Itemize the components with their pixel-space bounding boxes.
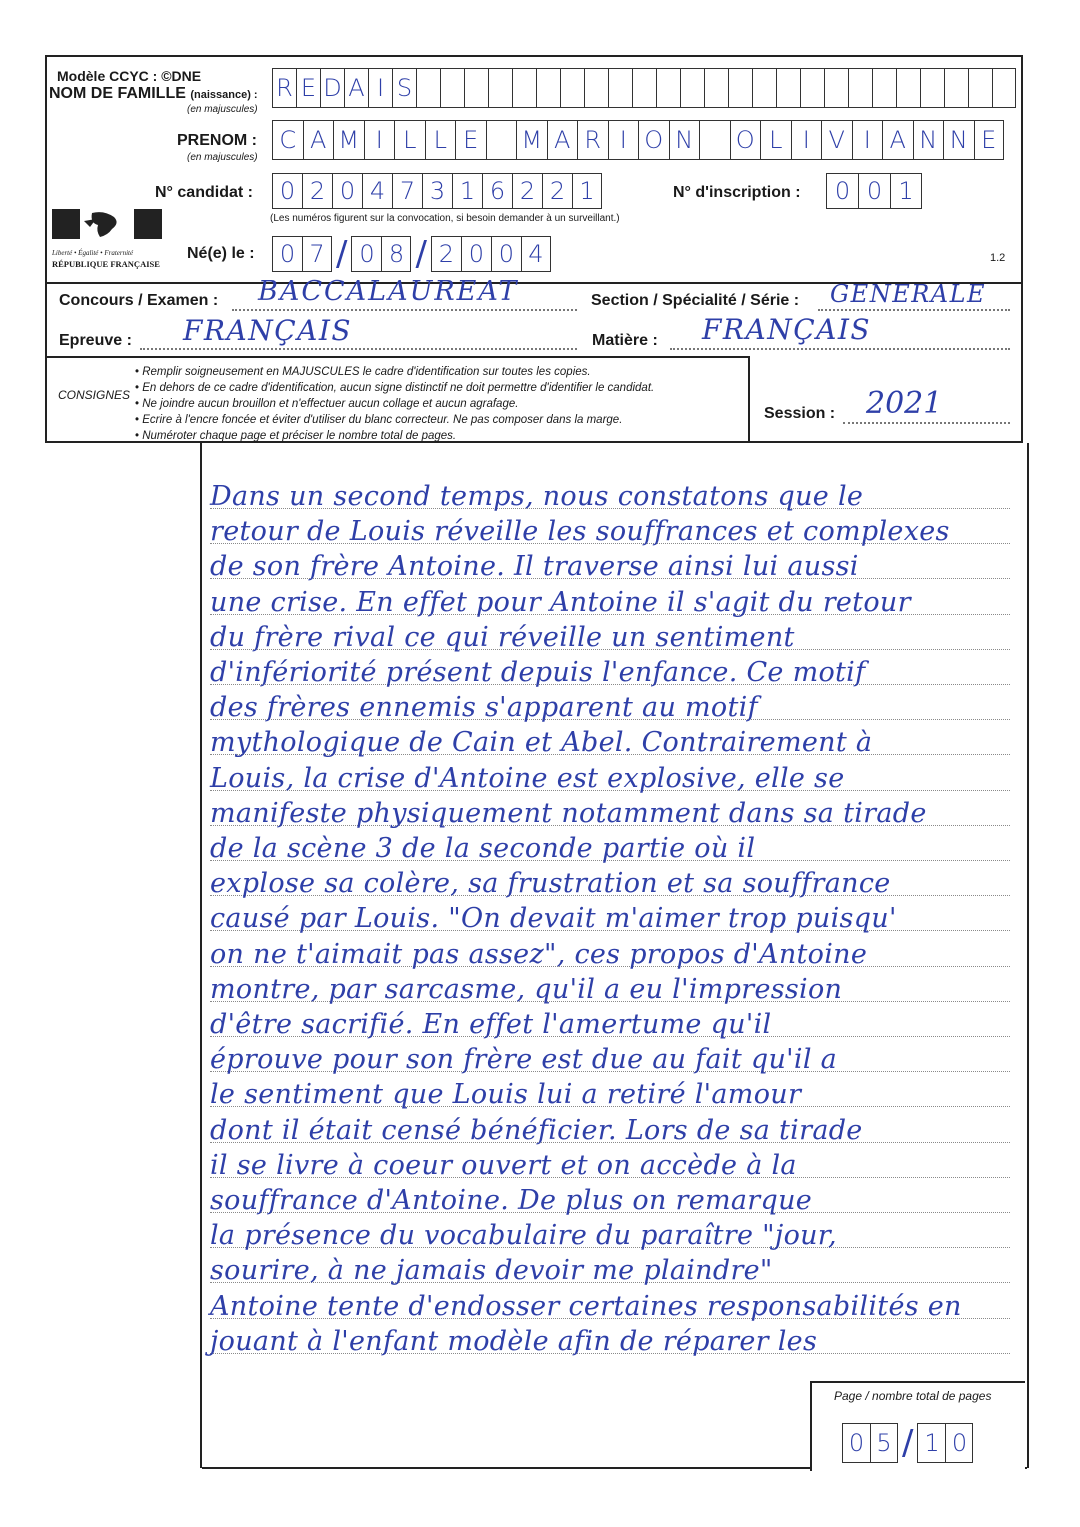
text-line bbox=[210, 756, 1010, 794]
text-line bbox=[210, 509, 1010, 548]
char-cell[interactable]: A bbox=[882, 120, 913, 160]
char-cell[interactable] bbox=[848, 68, 872, 108]
char-cell[interactable]: 0 bbox=[351, 236, 381, 272]
char-cell[interactable]: 0 bbox=[842, 1423, 870, 1463]
text-line-content: éprouve pour son frère est due au fait qu'il a bbox=[210, 1044, 838, 1076]
dotted-line bbox=[843, 422, 1010, 424]
marianne-logo bbox=[52, 207, 162, 269]
text-line bbox=[210, 1072, 1010, 1111]
dotted-line bbox=[140, 348, 577, 350]
pagination-box bbox=[810, 1381, 1025, 1471]
text-line-content: Antoine tente d'endosser certaines responsabilités en bbox=[210, 1290, 962, 1322]
inscription-label: N° d'inscription : bbox=[673, 184, 801, 201]
char-cell[interactable]: 2 bbox=[431, 236, 461, 272]
text-line bbox=[210, 615, 1010, 653]
char-cell[interactable] bbox=[488, 68, 512, 108]
text-line-content: on ne t'aimait pas assez", ces propos d'Antoine bbox=[210, 938, 868, 970]
char-cell[interactable]: I bbox=[608, 120, 639, 160]
char-cell[interactable] bbox=[656, 68, 680, 108]
text-line bbox=[210, 1319, 1010, 1357]
text-line-content: de la scène 3 de la seconde partie où il bbox=[210, 833, 756, 864]
text-line-content: la présence du vocabulaire du paraître "jour, bbox=[210, 1220, 837, 1252]
consigne-item: • Numéroter chaque page et préciser le nombre total de pages. bbox=[135, 428, 654, 444]
char-cell[interactable] bbox=[776, 68, 800, 108]
text-line bbox=[210, 896, 1010, 935]
text-line bbox=[210, 1002, 1010, 1040]
char-cell[interactable]: A bbox=[344, 68, 368, 108]
char-cell[interactable] bbox=[486, 120, 517, 160]
text-line-content: Dans un second temps, nous constatons que le bbox=[210, 481, 864, 512]
text-line-content: dont il était censé bénéficier. Lors de sa tirade bbox=[210, 1114, 863, 1146]
prenom-label: PRENOM : bbox=[177, 132, 257, 149]
matiere-label: Matière : bbox=[592, 332, 658, 349]
text-line bbox=[210, 826, 1010, 864]
char-cell[interactable]: S bbox=[392, 68, 416, 108]
consignes-list bbox=[135, 364, 654, 444]
text-line bbox=[210, 1108, 1010, 1146]
char-cell[interactable]: M bbox=[516, 120, 547, 160]
char-cell[interactable] bbox=[416, 68, 440, 108]
consigne-item: • Ne joindre aucun brouillon et n'effectuer aucun collage et aucun agrafage. bbox=[135, 396, 654, 412]
char-cell[interactable]: 3 bbox=[422, 173, 452, 209]
char-cell[interactable] bbox=[944, 68, 968, 108]
char-cell[interactable]: I bbox=[368, 68, 392, 108]
char-cell[interactable]: 0 bbox=[858, 173, 890, 209]
text-line bbox=[210, 967, 1010, 1005]
text-line-content: mythologique de Cain et Abel. Contrairement à bbox=[210, 727, 873, 759]
text-line-content: le sentiment que Louis lui a retiré l'amour bbox=[210, 1079, 802, 1111]
text-line bbox=[210, 861, 1010, 900]
char-cell[interactable]: L bbox=[394, 120, 425, 160]
text-line-content: d'être sacrifié. En effet l'amertume qu'il bbox=[210, 1009, 772, 1040]
char-cell[interactable] bbox=[872, 68, 896, 108]
text-line bbox=[210, 685, 1010, 724]
text-line-content: d'infériorité présent depuis l'enfance. Ce motif bbox=[210, 657, 866, 688]
text-line bbox=[210, 1248, 1010, 1287]
char-cell[interactable]: I bbox=[852, 120, 883, 160]
char-cell[interactable]: 0 bbox=[461, 236, 491, 272]
char-cell[interactable]: L bbox=[425, 120, 456, 160]
char-cell[interactable] bbox=[699, 120, 730, 160]
prenom-hint: (en majuscules) bbox=[187, 152, 258, 163]
char-cell[interactable] bbox=[728, 68, 752, 108]
char-cell[interactable]: 1 bbox=[917, 1423, 945, 1463]
char-cell[interactable]: 7 bbox=[302, 236, 332, 272]
text-line-content: de son frère Antoine. Il traverse ainsi lui aussi bbox=[210, 551, 859, 583]
text-line-content: des frères ennemis s'apparent au motif bbox=[210, 692, 758, 724]
char-cell[interactable]: D bbox=[320, 68, 344, 108]
char-cell[interactable] bbox=[512, 68, 536, 108]
page-number[interactable] bbox=[842, 1423, 898, 1463]
matiere-value[interactable]: FRANÇAIS bbox=[702, 313, 872, 346]
motto: Liberté • Égalité • Fraternité bbox=[52, 249, 134, 257]
char-cell[interactable]: I bbox=[364, 120, 395, 160]
char-cell[interactable]: R bbox=[272, 68, 296, 108]
char-cell[interactable]: E bbox=[974, 120, 1005, 160]
concours-value[interactable]: BACCALAUREAT bbox=[258, 276, 519, 307]
session-label: Session : bbox=[764, 405, 836, 422]
char-cell[interactable] bbox=[584, 68, 608, 108]
text-line-content: retour de Louis réveille les souffrances et complexes bbox=[210, 516, 950, 548]
char-cell[interactable]: 4 bbox=[362, 173, 392, 209]
republique-label: RÉPUBLIQUE FRANÇAISE bbox=[52, 259, 160, 269]
text-line-content: Louis, la crise d'Antoine est explosive, elle se bbox=[210, 762, 845, 794]
dob-label: Né(e) le : bbox=[187, 245, 255, 262]
char-cell[interactable]: 1 bbox=[452, 173, 482, 209]
text-line-content: explose sa colère, sa frustration et sa souffrance bbox=[210, 868, 891, 900]
char-cell[interactable]: E bbox=[296, 68, 320, 108]
char-cell[interactable]: A bbox=[303, 120, 334, 160]
char-cell[interactable] bbox=[536, 68, 560, 108]
text-line-content: sourire, à ne jamais devoir me plaindre" bbox=[210, 1255, 773, 1287]
inscription-field[interactable] bbox=[826, 173, 922, 209]
candidat-field[interactable] bbox=[272, 173, 602, 209]
char-cell[interactable]: N bbox=[913, 120, 944, 160]
text-line bbox=[210, 1143, 1010, 1181]
pagination-label: Page / nombre total de pages bbox=[834, 1389, 992, 1403]
char-cell[interactable]: 0 bbox=[272, 173, 302, 209]
dob-slash: / bbox=[415, 234, 427, 274]
char-cell[interactable] bbox=[632, 68, 656, 108]
text-line bbox=[210, 1178, 1010, 1216]
dob-field[interactable] bbox=[272, 236, 551, 272]
text-line bbox=[210, 650, 1010, 688]
session-value[interactable]: 2021 bbox=[866, 386, 943, 421]
text-line bbox=[210, 544, 1010, 583]
char-cell[interactable]: L bbox=[760, 120, 791, 160]
pagination-slash: / bbox=[902, 1423, 914, 1463]
char-cell[interactable]: 8 bbox=[381, 236, 411, 272]
version: 1.2 bbox=[990, 252, 1006, 264]
pagination-field[interactable] bbox=[842, 1423, 973, 1463]
text-line-content: il se livre à coeur ouvert et on accède à la bbox=[210, 1149, 797, 1181]
char-cell[interactable] bbox=[920, 68, 944, 108]
nom-field[interactable] bbox=[272, 68, 1016, 108]
text-line bbox=[210, 720, 1010, 759]
text-line-content: montre, par sarcasme, qu'il a eu l'impression bbox=[210, 973, 843, 1005]
char-cell[interactable]: E bbox=[455, 120, 486, 160]
dob-day[interactable] bbox=[272, 236, 332, 272]
char-cell[interactable]: 1 bbox=[572, 173, 602, 209]
text-line-content: jouant à l'enfant modèle afin de réparer les bbox=[210, 1325, 818, 1357]
char-cell[interactable]: 5 bbox=[870, 1423, 898, 1463]
text-line bbox=[210, 932, 1010, 970]
dob-month[interactable] bbox=[351, 236, 411, 272]
char-cell[interactable] bbox=[800, 68, 824, 108]
char-cell[interactable] bbox=[752, 68, 776, 108]
char-cell[interactable]: R bbox=[577, 120, 608, 160]
char-cell[interactable]: 0 bbox=[272, 236, 302, 272]
epreuve-value[interactable]: FRANÇAIS bbox=[183, 314, 353, 347]
prenom-field[interactable] bbox=[272, 120, 1004, 160]
char-cell[interactable]: 6 bbox=[482, 173, 512, 209]
char-cell[interactable] bbox=[608, 68, 632, 108]
dob-year[interactable] bbox=[431, 236, 551, 272]
char-cell[interactable] bbox=[968, 68, 992, 108]
char-cell[interactable] bbox=[896, 68, 920, 108]
text-line bbox=[210, 791, 1010, 829]
dob-slash: / bbox=[336, 234, 348, 274]
text-line bbox=[210, 1037, 1010, 1076]
char-cell[interactable]: A bbox=[547, 120, 578, 160]
char-cell[interactable] bbox=[464, 68, 488, 108]
candidat-label: N° candidat : bbox=[155, 184, 253, 201]
consigne-item: • Remplir soigneusement en MAJUSCULES le cadre d'identification sur toutes les copies. bbox=[135, 364, 654, 380]
char-cell[interactable]: 0 bbox=[826, 173, 858, 209]
char-cell[interactable] bbox=[560, 68, 584, 108]
consignes-box bbox=[45, 356, 750, 443]
char-cell[interactable]: 0 bbox=[491, 236, 521, 272]
consigne-item: • En dehors de ce cadre d'identification, aucun signe distinctif ne doit permettre d'identifier le candidat. bbox=[135, 380, 654, 396]
text-line-content: souffrance d'Antoine. De plus on remarque bbox=[210, 1185, 813, 1216]
candidat-note: (Les numéros figurent sur la convocation, si besoin demander à un surveillant.) bbox=[270, 213, 620, 224]
char-cell[interactable] bbox=[824, 68, 848, 108]
char-cell[interactable]: I bbox=[791, 120, 822, 160]
concours-label: Concours / Examen : bbox=[59, 292, 219, 309]
char-cell[interactable]: 2 bbox=[302, 173, 332, 209]
dotted-line bbox=[232, 309, 577, 311]
epreuve-label: Epreuve : bbox=[59, 332, 132, 349]
section-label: Section / Spécialité / Série : bbox=[591, 292, 800, 309]
total-pages[interactable] bbox=[917, 1423, 973, 1463]
model-label: Modèle CCYC : ©DNE bbox=[57, 68, 202, 84]
consigne-item: • Ecrire à l'encre foncée et éviter d'utiliser du blanc correcteur. Ne pas composer dans la marge. bbox=[135, 412, 654, 428]
char-cell[interactable]: 2 bbox=[512, 173, 542, 209]
consignes-title: CONSIGNES bbox=[58, 388, 131, 402]
dotted-line bbox=[670, 348, 1010, 350]
char-cell[interactable]: V bbox=[821, 120, 852, 160]
char-cell[interactable]: 4 bbox=[521, 236, 551, 272]
char-cell[interactable]: C bbox=[272, 120, 303, 160]
char-cell[interactable]: 0 bbox=[945, 1423, 973, 1463]
nom-label: NOM DE FAMILLE (naissance) : bbox=[49, 85, 258, 102]
char-cell[interactable]: O bbox=[638, 120, 669, 160]
char-cell[interactable] bbox=[992, 68, 1016, 108]
char-cell[interactable]: 7 bbox=[392, 173, 422, 209]
text-line-content: manifeste physiquement notamment dans sa tirade bbox=[210, 797, 927, 829]
char-cell[interactable]: N bbox=[669, 120, 700, 160]
dotted-line bbox=[818, 309, 1010, 311]
text-line-content: causé par Louis. "On devait m'aimer trop puisqu' bbox=[210, 903, 897, 935]
text-line bbox=[210, 1284, 1010, 1322]
char-cell[interactable]: 1 bbox=[890, 173, 922, 209]
char-cell[interactable]: M bbox=[333, 120, 364, 160]
char-cell[interactable] bbox=[440, 68, 464, 108]
text-line bbox=[210, 1213, 1010, 1252]
text-line-content: une crise. En effet pour Antoine il s'agit du retour bbox=[210, 586, 911, 618]
nom-hint: (en majuscules) bbox=[187, 104, 258, 115]
char-cell[interactable] bbox=[680, 68, 704, 108]
text-line bbox=[210, 580, 1010, 618]
text-line bbox=[210, 474, 1010, 512]
marianne-icon bbox=[52, 207, 162, 241]
char-cell[interactable]: 2 bbox=[542, 173, 572, 209]
char-cell[interactable]: N bbox=[943, 120, 974, 160]
char-cell[interactable]: O bbox=[730, 120, 761, 160]
char-cell[interactable]: 0 bbox=[332, 173, 362, 209]
text-line-content: du frère rival ce qui réveille un sentiment bbox=[210, 621, 795, 653]
char-cell[interactable] bbox=[704, 68, 728, 108]
section-value[interactable]: GENERALE bbox=[830, 280, 987, 308]
